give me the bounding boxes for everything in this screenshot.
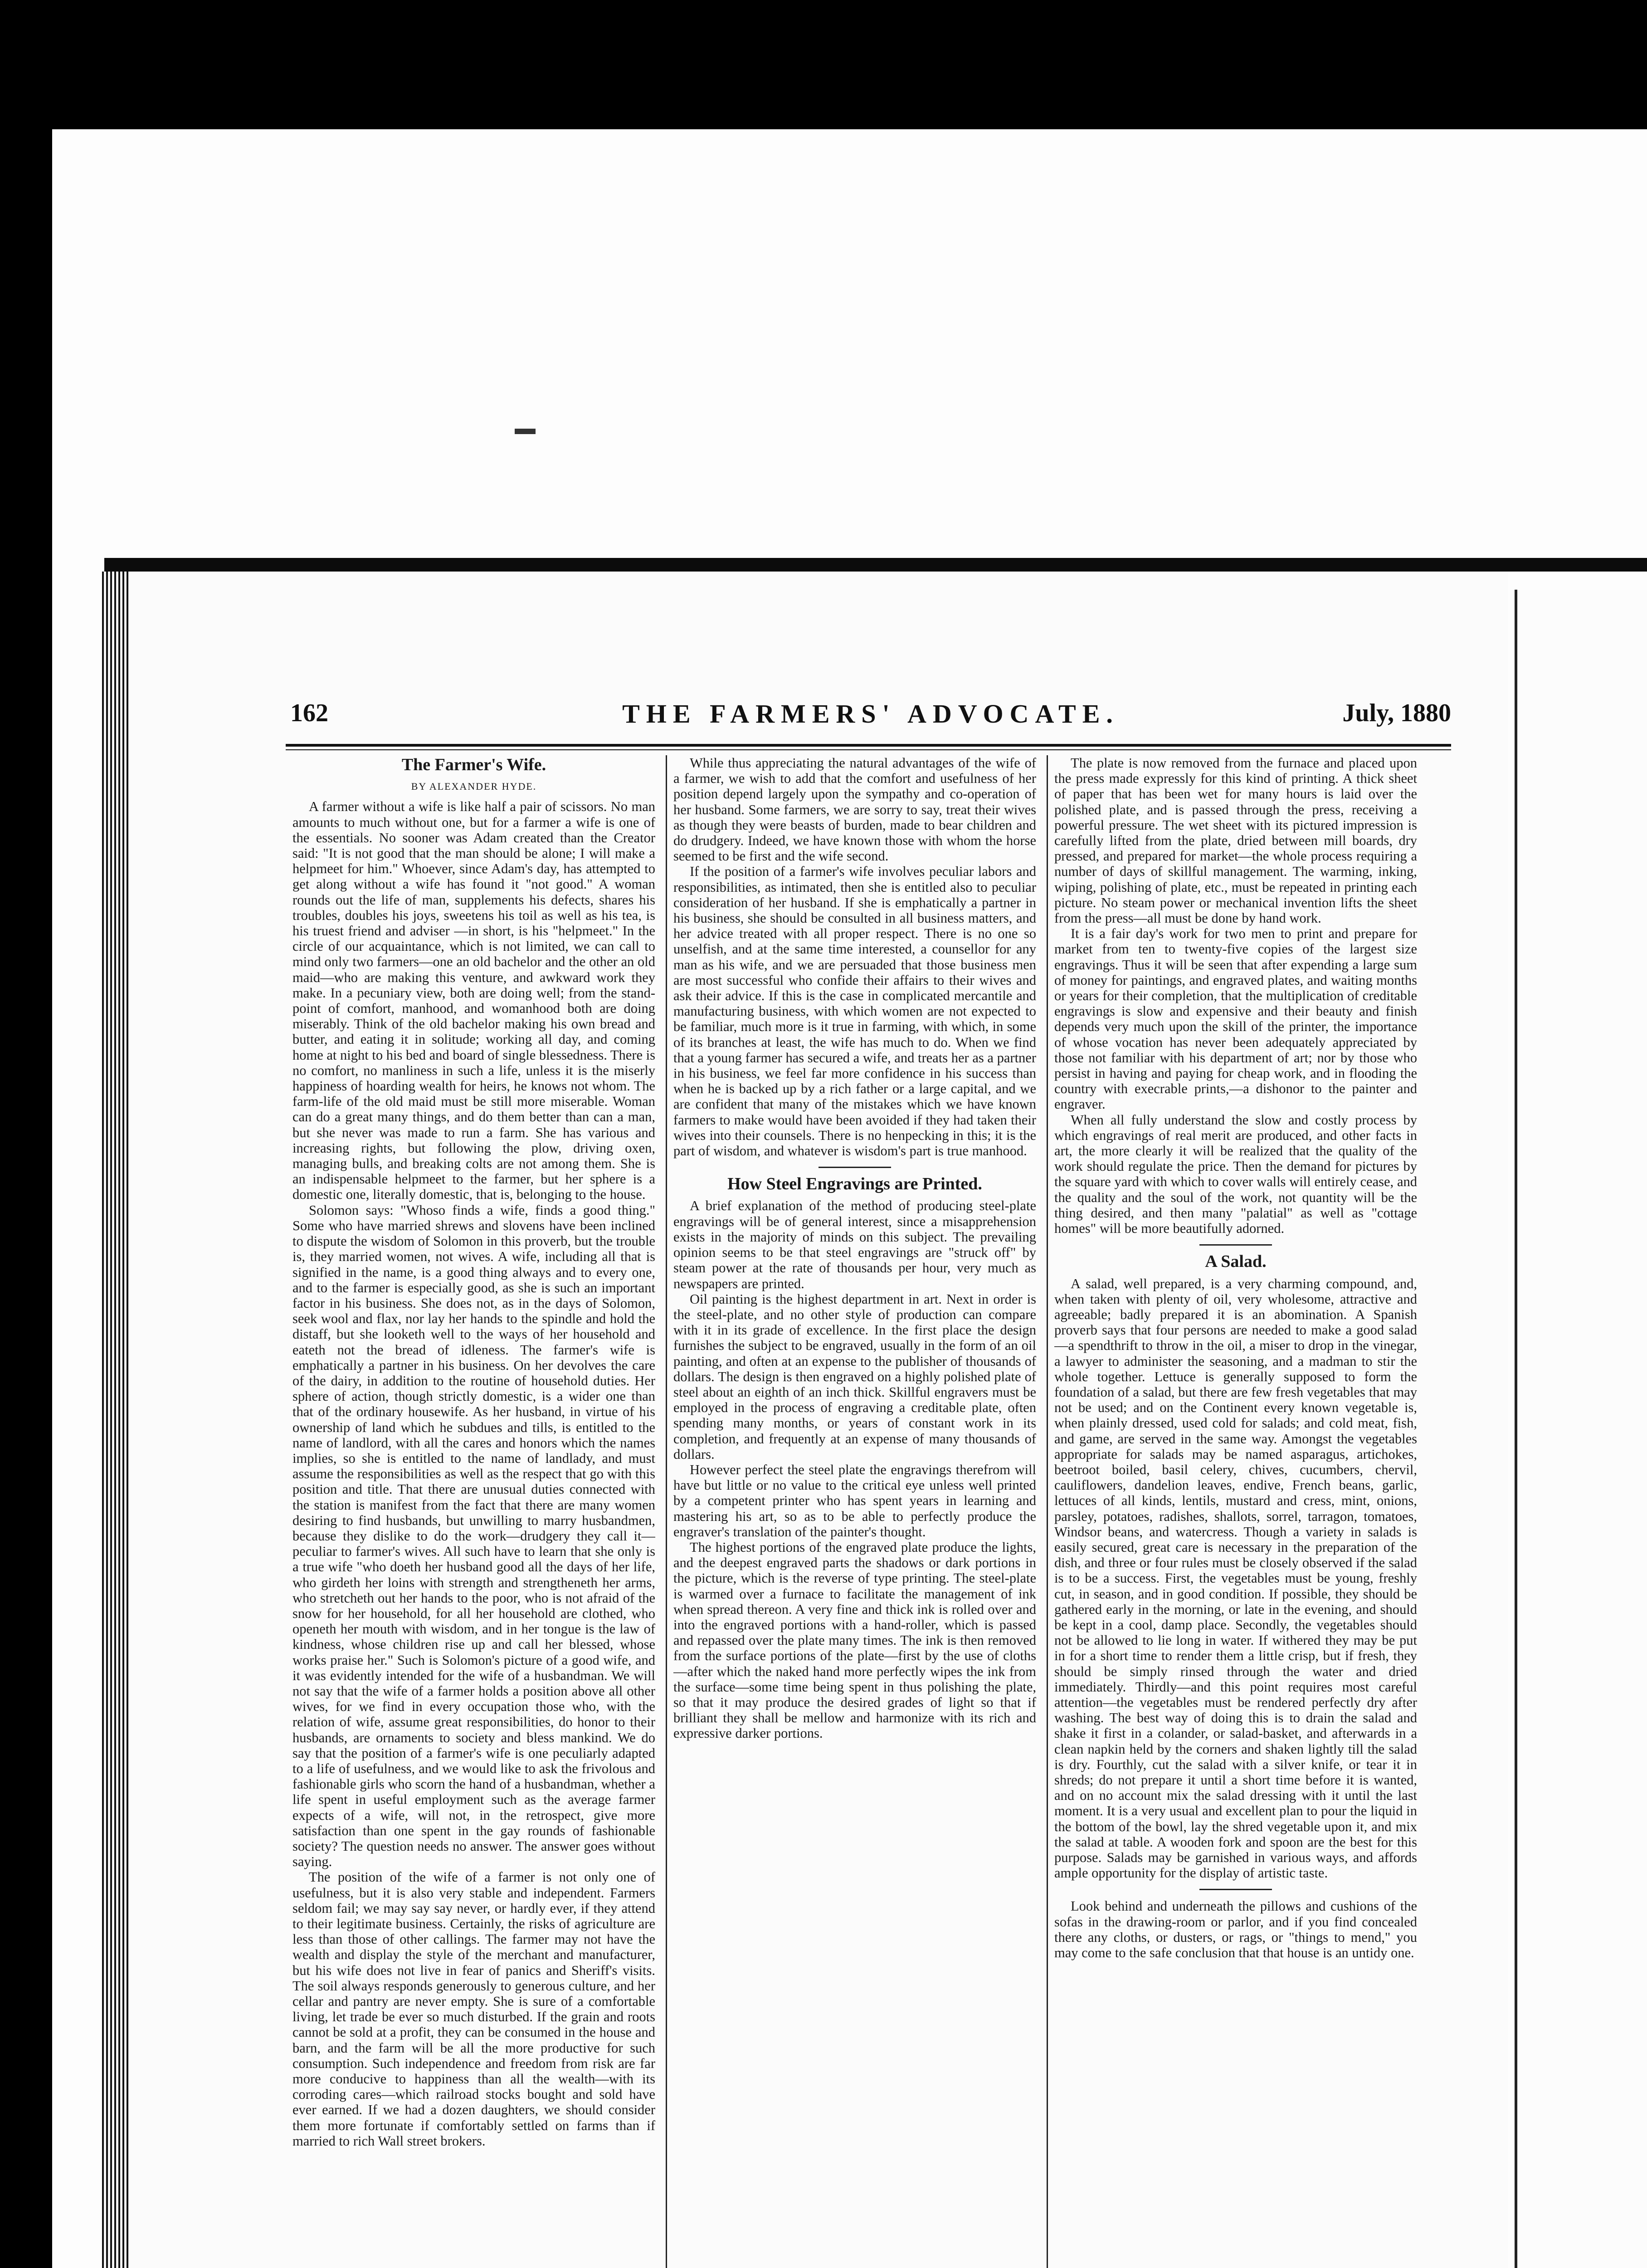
paragraph: A salad, well prepared, is a very charming compound, and, when taken with plenty of oil, very wholesome, attractive and agreeable; badly prepared it is an abomination. A Spanish proverb says that four persons are needed to make a good salad—a spendthrift to throw in the oil, a miser to drop in the vinegar, a lawyer to administer the seasoning, and a madman to stir the whole together. Lettuce is generally supposed to form the foundation of a salad, but there are few fresh vegetables that may not be used; and on the Continent every known vegetable is, when plainly dressed, used cold for salads; and cold meat, fish, and game, are served in the same way. Amongst the vegetables appropriate for salads may be named asparagus, artichokes, beetroot boiled, basil celery, chives, cucumbers, chervil, cauliflowers, dandelion leaves, endive, French beans, garlic, lettuces of all kinds, lentils, mustard and cress, mint, onions, parsley, potatoes, radishes, shallots, sorrel, tarragon, tomatoes, Windsor beans, and watercress. Though a variety in salads is easily secured, great care is necessary in the preparation of the dish, and three or four rules must be closely observed if the salad is to be a success. First, the vegetables must be young, freshly cut, in season, and in good condition. If possible, they should be gathered early in the morning, or late in the evening, and should be kept in a cool, damp place. Secondly, the vegetables should not be allowed to lie long in water. If withered they may be put in for a short time to render them a little crisp, but if fresh, they should be simply rinsed through the water and dried immediately. Thirdly—and this point requires most careful attention—the vegetables must be rendered perfectly dry after washing. The best way of doing this is to drain the salad and shake it first in a colander, or salad-basket, and afterwards in a clean napkin held by the corners and shaken lightly till the salad is dry. Fourthly, cut the salad with a silver knife, or tear it in shreds; do not prepare it until a short time before it is wanted, and on no account mix the salad dressing with it until the last moment. It is a very usual and excellent plan to pour the liquid in the bottom of the bowl, lay the shred vegetable upon it, and mix the salad at table. A wooden fork and spoon are the best for this purpose. Salads may be garnished in various ways, and affords ample opportunity for the display of artistic taste. (1054, 1276, 1417, 1881)
paragraph: A brief explanation of the method of producing steel-plate engravings will be of general interest, since a misapprehension exists in the majority of minds on this subject. The prevailing opinion seems to be that steel engravings are "struck off" by steam power at the rate of thousands per hour, very much as newspapers are printed. (673, 1198, 1036, 1291)
article-title-steel-engravings: How Steel Engravings are Printed. (727, 1174, 982, 1194)
paragraph: The plate is now removed from the furnace and placed upon the press made expressly for this kind of printing. A thick sheet of paper that has been wet for many hours is laid over the polished plate, and is passed through the press, receiving a powerful pressure. The wet sheet with its pictured impression is carefully lifted from the plate, dried between mill boards, dry pressed, and prepared for market—the whole process requiring a number of days of skillful management. The warming, inking, wiping, polishing of plate, etc., must be repeated in printing each picture. No steam power or mechanical invention lifts the sheet from the press—all must be done by hand work. (1054, 755, 1417, 926)
column-1 (292, 755, 655, 2268)
page-header (290, 699, 1451, 730)
issue-date: July, 1880 (1342, 699, 1451, 727)
header-rule (286, 744, 1451, 747)
article-title-salad: A Salad. (1205, 1252, 1267, 1271)
paragraph: Oil painting is the highest department in art. Next in order is the steel-plate, and no other style of production can compare with it in its grade of excellence. In the first place the design furnishes the subject to be engraved, usually in the form of an oil painting, and often at an expense to the publisher of thousands of dollars. The design is then engraved on a highly polished plate of steel about an eighth of an inch thick. Skillful engravers must be employed in the process of engraving a creditable plate, often spending many months, or years of constant work in its completion, and frequently at an expense of many thousands of dollars. (673, 1291, 1036, 1462)
article-byline: BY ALEXANDER HYDE. (411, 781, 537, 792)
paragraph: A farmer without a wife is like half a pair of scissors. No man amounts to much without one, but for a farmer a wife is one of the essentials. No sooner was Adam created than the Creator said: "It is not good that the man should be alone; I will make a helpmeet for him." Whoever, since Adam's day, has attempted to get along without a wife has found it "not good." A woman rounds out the life of man, supplements his defects, shares his troubles, doubles his joys, sweetens his toil as well as his tea, is his truest friend and adviser —in short, is his "helpmeet." In the circle of our acquaintance, which is not limited, we can call to mind only two farmers—one an old bachelor and the other an old maid—who are making this venture, and awkward work they make. In a pecuniary view, both are doing well; from the stand-point of comfort, manhood, and womanhood both are doing miserably. Think of the old bachelor making his own bread and butter, and eating it in solitude; working all day, and coming home at night to his bed and board of single blessedness. There is no comfort, no manliness in such a life, unless it is the miserly happiness of hoarding wealth for heirs, he knows not whom. The farm-life of the old maid must be still more miserable. Woman can do a great many things, and do them better than can a man, but she never was made to run a farm. She has various and increasing rights, but following the plow, driving oxen, managing bulls, and breaking colts are not among them. She is an indispensable helpmeet to the farmer, but her sphere is a domestic one, literally domestic, that is, belonging to the house. (292, 799, 655, 1202)
article-separator (1199, 1244, 1272, 1246)
paragraph: It is a fair day's work for two men to print and prepare for market from ten to twenty-five copies of the largest size engravings. Thus it will be seen that after expending a large sum of money for paintings, and engraved plates, and waiting months or years for their completion, that the multiplication of creditable engravings is slow and expensive and their beauty and finish depends very much upon the skill of the printer, the importance of whose vocation has never been adequately appreciated by those not familiar with his department of art; nor by those who persist in having and paying for cheap work, and in flooding the country with execrable prints,—a dishonor to the painter and engraver. (1054, 926, 1417, 1112)
dust-speck (515, 429, 536, 434)
book-top-edge (104, 558, 1647, 572)
paragraph: The position of the wife of a farmer is not only one of usefulness, but it is also very stable and independent. Farmers seldom fail; we may say say never, or hardly ever, if they attend to their legitimate business. Certainly, the risks of agriculture are less than those of other callings. The farmer may not have the wealth and display the style of the merchant and manufacturer, but his wife does not live in fear of panics and Sheriff's visits. The soil always responds generously to generous culture, and her cellar and pantry are never empty. She is sure of a comfortable living, let trade be ever so much disturbed. If the grain and roots cannot be sold at a profit, they can be consumed in the house and barn, and the farm will be all the more productive for such consumption. Such independence and freedom from risk are far more conducive to happiness than all the wealth—with its corroding cares—which railroad stocks bought and sold have ever earned. If we had a dozen daughters, we should consider them more fortunate if comfortably settled on farms than if married to rich Wall street brokers. (292, 1869, 655, 2149)
paragraph: When all fully understand the slow and costly process by which engravings of real merit are produced, and other facts in art, the more clearly it will be realized that the quality of the work should regulate the price. Then the demand for pictures by the square yard with which to cover walls will entirely cease, and the quality and the soul of the work, not quantity will be the thing desired, and then many "palatial" as well as "cottage homes" will be more beautifully adorned. (1054, 1112, 1417, 1237)
paragraph: Look behind and underneath the pillows and cushions of the sofas in the drawing-room or parlor, and if you find concealed there any cloths, or dusters, or rags, or "things to mend," you may come to the safe conclusion that that house is an untidy one. (1054, 1898, 1417, 1961)
paragraph: The highest portions of the engraved plate produce the lights, and the deepest engraved parts the shadows or dark portions in the picture, which is the reverse of type printing. The steel-plate is warmed over a furnace to facilitate the management of ink when spread thereon. A very fine and thick ink is rolled over and into the engraved portions with a hand-roller, which is passed and repassed over the plate many times. The ink is then removed from the surface portions of the plate—first by the use of cloths—after which the naked hand more perfectly wipes the ink from the surface—some time being spent in thus polishing the plate, so that it may produce the desired grades of light so that if brilliant they shall be mellow and harmonize with its rich and expressive darker portions. (673, 1539, 1036, 1741)
paragraph: However perfect the steel plate the engravings therefrom will have but little or no value to the critical eye unless well printed by a competent printer who has spent years in learning and mastering his art, so as to be able to perfectly produce the engraver's translation of the painter's thought. (673, 1461, 1036, 1540)
column-rule-1 (666, 755, 667, 2268)
facing-page-strip (1515, 590, 1647, 2268)
article-title-farmers-wife: The Farmer's Wife. (401, 755, 546, 774)
paragraph: Solomon says: "Whoso finds a wife, finds a good thing." Some who have married shrews and slovens have been inclined to dispute the wisdom of Solomon in this proverb, but the trouble is, they married women, not wives. A wife, including all that is signified in the name, is a good thing always and to every one, and to the farmer is especially good, as she is such an important factor in his business. She does not, as in the days of Solomon, seek wool and flax, nor lay her hands to the spindle and hold the distaff, but she looketh well to the ways of her household and eateth not the bread of idleness. The farmer's wife is emphatically a partner in his business. On her devolves the care of the dairy, in addition to the routine of household duties. Her sphere of action, though strictly domestic, is a wider one than that of the ordinary housewife. As her husband, in virtue of his ownership of land which he subdues and tills, is entitled to the name of landlord, with all the cares and honors which the names implies, so she is entitled to the name of landlady, and must assume the responsibilities as well as the respect that go with this position and title. That there are unusual duties connected with the station is manifest from the fact that there are many women desiring to find husbands, but unwilling to marry husbandmen, because they dislike to do the work—drudgery they call it—peculiar to farmer's wives. All such have to learn that she only is a true wife "who doeth her husband good all the days of her life, who girdeth her loins with strength and strengtheneth her arms, who stretcheth out her hands to the poor, who is not afraid of the snow for her household, for all her household are clothed, who openeth her mouth with wisdom, and in her tongue is the law of kindness, whose children rise up and call her blessed, whose works praise her." Such is Solomon's picture of a good wife, and it was evidently intended for the wife of a husbandman. We will not say that the wife of a farmer holds a position above all other wives, for we find in every occupation those who, with the relation of wife, assume great responsibilities, do honor to their husbands, are ornaments to society and bless mankind. We do say that the position of a farmer's wife is one peculiarly adapted to a life of usefulness, and we would like to ask the frivolous and fashionable girls who scorn the hand of a husbandman, whether a life spent in useful employment such as the average farmer expects of a wife, will not, in the retrospect, give more satisfaction than one spent in the gay rounds of fashionable society? The question needs no answer. The answer goes without saying. (292, 1202, 655, 1870)
paragraph: While thus appreciating the natural advantages of the wife of a farmer, we wish to add that the comfort and usefulness of her position depend largely upon the sympathy and co-operation of her husband. Some farmers, we are sorry to say, treat their wives as though they were beasts of burden, made to bear children and do drudgery. Indeed, we have known those with whom the horse seemed to be first and the wife second. (673, 755, 1036, 864)
masthead-title: THE FARMERS' ADVOCATE. (622, 699, 1119, 728)
article-separator (819, 1167, 891, 1168)
page-number: 162 (290, 699, 328, 727)
paragraph: If the position of a farmer's wife involves peculiar labors and responsibilities, as intimated, then she is entitled also to peculiar consideration of her husband. If she is emphatically a partner in his business, she should be consulted in all business matters, and her advice treated with all proper respect. There is no one so unselfish, and at the same time interested, a counsellor for any man as his wife, and we are persuaded that those business men are most successful who confide their affairs to their wives and ask their advice. If this is the case in complicated mercantile and manufacturing business, with which women are not expected to be familiar, much more is it true in farming, with which, in some of its branches at least, the wife has much to do. When we find that a young farmer has secured a wife, and treats her as a partner in his business, we feel far more confidence in his success than when he is backed up by a rich father or a large capital, and we are confident that many of the mistakes which we have known farmers to make would have been avoided if they had taken their wives into their counsels. There is no henpecking in this; it is the part of wisdom, and whatever is wisdom's part is true manhood. (673, 864, 1036, 1159)
article-separator (1199, 1889, 1272, 1890)
column-3 (1054, 755, 1417, 2268)
column-rule-2 (1047, 755, 1048, 2268)
column-2 (673, 755, 1036, 2268)
book-page-edges (102, 572, 129, 2268)
header-rule-thin (286, 749, 1451, 750)
